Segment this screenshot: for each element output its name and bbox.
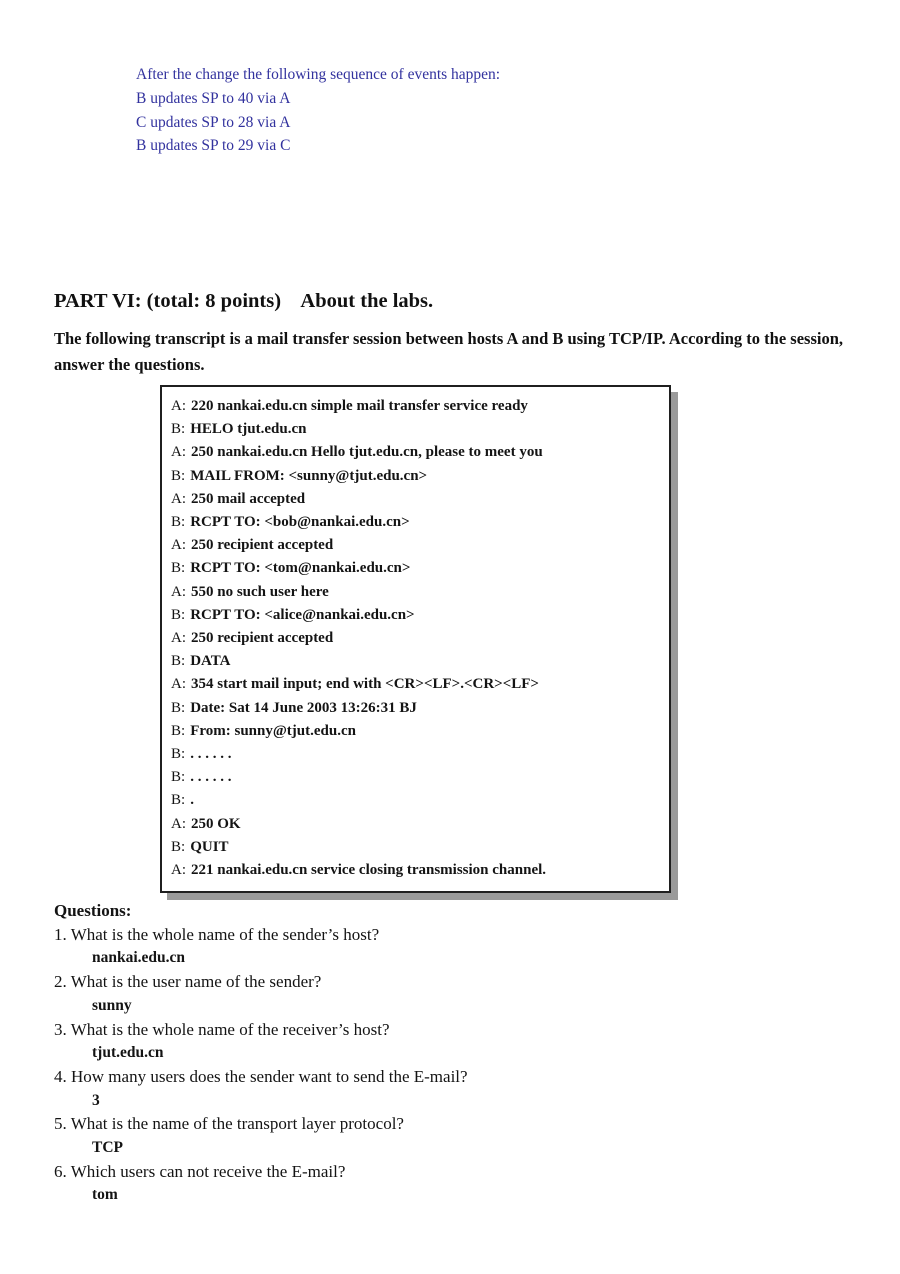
- transcript-line: [171, 836, 660, 859]
- transcript-line: [171, 581, 660, 604]
- message-text: QUIT: [190, 838, 229, 855]
- message-text: From: sunny@tjut.edu.cn: [190, 722, 356, 739]
- message-text: Date: Sat 14 June 2003 13:26:31 BJ: [190, 699, 417, 716]
- transcript-line: [171, 697, 660, 720]
- speaker-label: A:: [171, 630, 186, 647]
- speaker-label: A:: [171, 490, 186, 507]
- transcript-line: [171, 534, 660, 557]
- speaker-label: B:: [171, 606, 186, 623]
- speaker-label: B:: [171, 769, 186, 786]
- speaker-label: A:: [171, 583, 186, 600]
- answer-text: 3: [92, 1091, 100, 1109]
- speaker-label: A:: [171, 862, 186, 879]
- transcript-line: [171, 789, 660, 812]
- transcript-line: [171, 395, 660, 418]
- message-text: RCPT TO: <alice@nankai.edu.cn>: [190, 606, 415, 623]
- question-item: [54, 1112, 854, 1159]
- speaker-label: A:: [171, 537, 186, 554]
- speaker-label: B:: [171, 722, 186, 739]
- answer-text: TCP: [92, 1139, 123, 1157]
- answer-text: sunny: [92, 996, 132, 1014]
- speaker-label: B:: [171, 838, 186, 855]
- message-text: MAIL FROM: <sunny@tjut.edu.cn>: [190, 467, 428, 484]
- transcript-line: [171, 465, 660, 488]
- answer-text: tjut.edu.cn: [92, 1044, 164, 1062]
- message-text: 354 start mail input; end with <CR><LF>.<CR><LF>: [191, 676, 539, 693]
- transcript-line: [171, 766, 660, 789]
- intro-line: C updates SP to 28 via A: [136, 113, 291, 131]
- transcript-line: [171, 441, 660, 464]
- part-vi-heading: PART VI: (total: 8 points) About the labs.: [54, 290, 434, 312]
- transcript-line: [171, 557, 660, 580]
- question-item: [54, 1160, 854, 1207]
- transcript-line: [171, 604, 660, 627]
- transcript-line: [171, 673, 660, 696]
- question-text: 5. What is the name of the transport layer protocol?: [54, 1114, 404, 1134]
- speaker-label: B:: [171, 746, 186, 763]
- instructions-paragraph: The following transcript is a mail transfer session between hosts A and B using TCP/IP. According to the session, answer the questions.: [54, 329, 844, 374]
- question-text: 3. What is the whole name of the receiver’s host?: [54, 1019, 390, 1039]
- transcript-line: [171, 743, 660, 766]
- transcript-line: [171, 859, 660, 882]
- speaker-label: A:: [171, 398, 186, 414]
- speaker-label: B:: [171, 514, 186, 531]
- speaker-label: B:: [171, 792, 186, 809]
- question-text: 1. What is the whole name of the sender’s host?: [54, 924, 380, 944]
- message-text: 550 no such user here: [191, 583, 329, 600]
- questions-section: [54, 899, 854, 1207]
- message-text: 250 recipient accepted: [191, 537, 334, 554]
- message-text: RCPT TO: <bob@nankai.edu.cn>: [190, 514, 410, 531]
- intro-line: B updates SP to 29 via C: [136, 137, 291, 155]
- question-item: [54, 1018, 854, 1065]
- speaker-label: A:: [171, 444, 186, 461]
- message-text: 250 OK: [191, 815, 241, 832]
- question-item: [54, 970, 854, 1017]
- transcript-line: [171, 813, 660, 836]
- message-text: .: [190, 792, 194, 809]
- intro-line: B updates SP to 40 via A: [136, 89, 291, 107]
- speaker-label: B:: [171, 653, 186, 670]
- message-text: DATA: [190, 653, 231, 670]
- transcript-line: [171, 627, 660, 650]
- speaker-label: A:: [171, 676, 186, 693]
- answer-text: nankai.edu.cn: [92, 949, 186, 967]
- message-text: 220 nankai.edu.cn simple mail transfer service ready: [191, 398, 528, 414]
- question-text: 4. How many users does the sender want to send the E-mail?: [54, 1066, 468, 1086]
- transcript-line: [171, 720, 660, 743]
- speaker-label: B:: [171, 421, 186, 438]
- speaker-label: B:: [171, 467, 186, 484]
- questions-heading: Questions:: [54, 901, 132, 920]
- message-text: 250 recipient accepted: [191, 630, 334, 647]
- message-text: . . . . . .: [190, 746, 232, 763]
- message-text: RCPT TO: <tom@nankai.edu.cn>: [190, 560, 411, 577]
- question-item: [54, 1065, 854, 1112]
- routing-intro-block: [136, 63, 500, 158]
- speaker-label: B:: [171, 699, 186, 716]
- message-text: 250 nankai.edu.cn Hello tjut.edu.cn, please to meet you: [191, 444, 543, 461]
- message-text: HELO tjut.edu.cn: [190, 421, 307, 438]
- transcript-line: [171, 650, 660, 673]
- message-text: 250 mail accepted: [191, 490, 306, 507]
- question-text: 6. Which users can not receive the E-mail?: [54, 1161, 346, 1181]
- transcript-line: [171, 418, 660, 441]
- question-item: [54, 923, 854, 970]
- question-text: 2. What is the user name of the sender?: [54, 972, 322, 992]
- answer-text: tom: [92, 1186, 118, 1204]
- speaker-label: B:: [171, 560, 186, 577]
- transcript-line: [171, 488, 660, 511]
- intro-line: After the change the following sequence of events happen:: [136, 66, 501, 83]
- transcript-line: [171, 511, 660, 534]
- smtp-transcript-box: [160, 385, 671, 893]
- message-text: . . . . . .: [190, 769, 232, 786]
- message-text: 221 nankai.edu.cn service closing transmission channel.: [191, 862, 547, 879]
- speaker-label: A:: [171, 815, 186, 832]
